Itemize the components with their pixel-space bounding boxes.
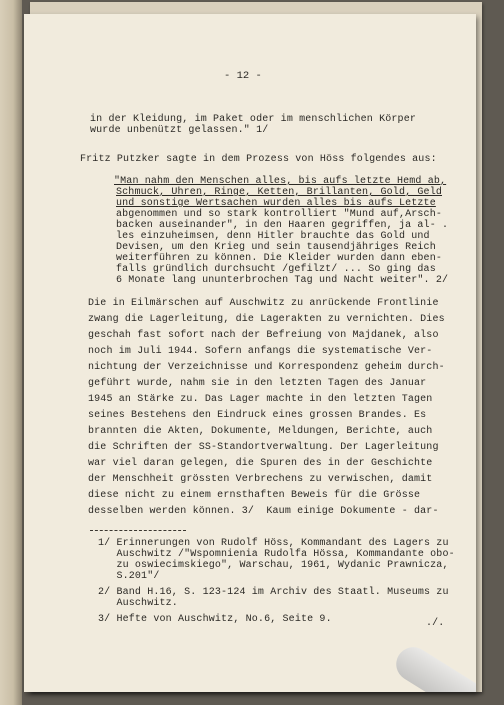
quote-line: falls gründlich durchsucht /gefilzt/ ... So ging das — [116, 264, 436, 275]
quote-line: Schmuck, Uhren, Ringe, Ketten, Brillanten, Gold, Geld — [116, 187, 443, 198]
body-line: nichtung der Verzeichnisse und Korrespondenz geheim durch- — [88, 362, 445, 373]
body-line: brannten die Akten, Dokumente, Meldungen, Berichte, auch — [88, 426, 433, 437]
quote-line: weiterführen zu können. Die Kleider wurden dann eben- — [116, 253, 443, 264]
binder-edge — [0, 0, 22, 705]
footnote-line: 2/ Band H.16, S. 123-124 im Archiv des Staatl. Museums zu — [98, 587, 449, 598]
body-line: desselben werden können. 3/ Kaum einige Dokumente - dar- — [88, 506, 439, 517]
continuation-mark: ./. — [426, 618, 445, 629]
quote-line: les einzuheimsen, denn Hitler brauchte das Gold und — [116, 231, 430, 242]
footnote-line: 1/ Erinnerungen von Rudolf Höss, Kommandant des Lagers zu — [98, 538, 449, 549]
body-line: 1945 an Stärke zu. Das Lager machte in den letzten Tagen — [88, 394, 433, 405]
body-line: diese nicht zu einem ernsthaften Beweis für die Grösse — [88, 490, 421, 501]
footnote-line: Auschwitz. — [98, 598, 178, 609]
body-line: Die in Eilmärschen auf Auschwitz zu anrückende Frontlinie — [88, 298, 439, 309]
body-line: war viel daran gelegen, die Spuren des in der Geschichte — [88, 458, 433, 469]
quote-line: Devisen, um den Krieg und sein tausendjähriges Reich — [116, 242, 436, 253]
text-line: wurde unbenützt gelassen." 1/ — [90, 125, 269, 136]
pen-object — [390, 641, 476, 692]
footnote-line: S.201"/ — [98, 571, 160, 582]
quote-line: abgenommen und so stark kontrolliert "Mund auf,Arsch- — [116, 209, 443, 220]
footnote-line: 3/ Hefte von Auschwitz, No.6, Seite 9. — [98, 614, 332, 625]
page-number: - 12 - — [224, 70, 262, 82]
body-line: geschah fast sofort nach der Befreiung von Majdanek, also — [88, 330, 439, 341]
footnote-line: Auschwitz /"Wspomnienia Rudolfa Hössa, Kommandante obo- — [98, 549, 455, 560]
footnote-divider — [90, 530, 186, 531]
document-page — [24, 14, 476, 692]
body-line: noch im Juli 1944. Sofern anfangs die systematische Ver- — [88, 346, 433, 357]
quote-line: und sonstige Wertsachen wurden alles bis aufs Letzte — [116, 198, 436, 209]
text-line: in der Kleidung, im Paket oder im menschlichen Körper — [90, 114, 417, 125]
quote-line: 6 Monate lang ununterbrochen Tag und Nacht weiter". 2/ — [116, 275, 449, 286]
body-line: geführt wurde, nahm sie in den letzten Tagen des Januar — [88, 378, 427, 389]
body-line: zwang die Lagerleitung, die Lagerakten zu vernichten. Dies — [88, 314, 445, 325]
footnote-line: zu oswiecimskiego", Warschau, 1961, Wydanic Prawnicza, — [98, 560, 449, 571]
body-line: die Schriften der SS-Standortverwaltung. Der Lagerleitung — [88, 442, 439, 453]
intro-line: Fritz Putzker sagte in dem Prozess von Höss folgendes aus: — [80, 154, 437, 165]
body-line: seines Bestehens den Eindruck eines grossen Brandes. Es — [88, 410, 427, 421]
quote-line: "Man nahm den Menschen alles, bis aufs letzte Hemd ab, — [114, 176, 447, 187]
body-line: der Menschheit grössten Verbrechens zu verwischen, damit — [88, 474, 433, 485]
quote-line: backen auseinander", in den Haaren gegriffen, ja al- . — [116, 220, 449, 231]
